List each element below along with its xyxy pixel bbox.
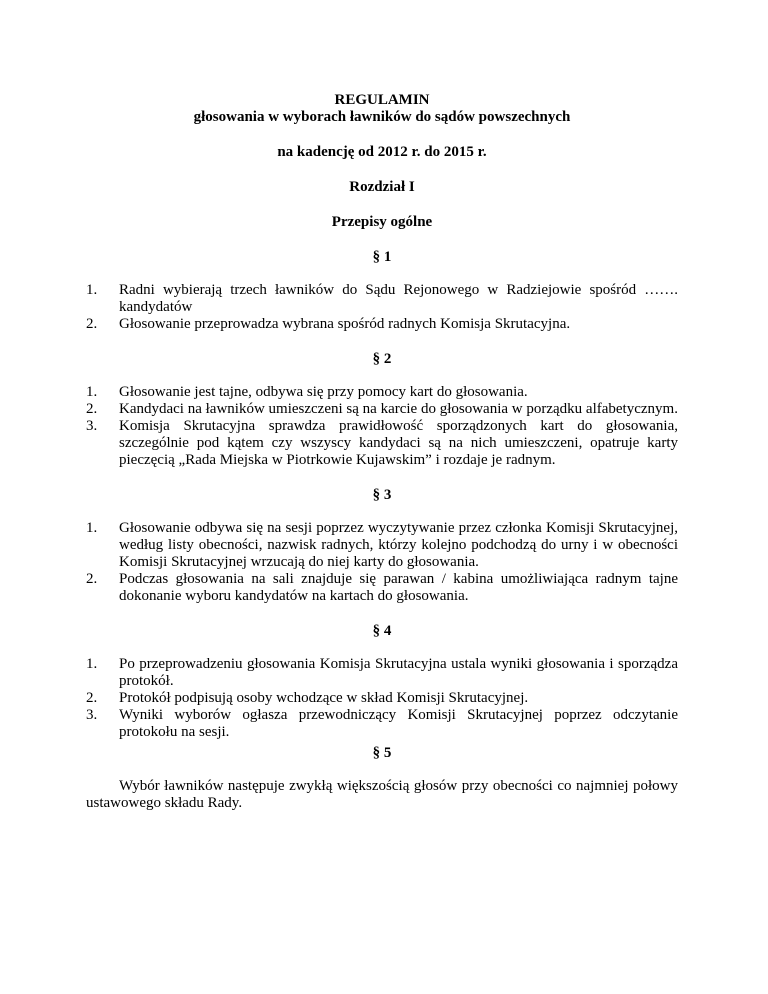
document-subtitle: głosowania w wyborach ławników do sądów powszechnych — [193, 109, 571, 125]
paragraph-4-list — [86, 656, 678, 741]
item-number: 1. — [86, 520, 98, 536]
item-text: Komisja Skrutacyjna sprawdza prawidłowość sporządzonych kart do głosowania, szczególnie pod kątem czy wszyscy kandydaci są na nich umieszczeni, opatruje karty pieczęcią „Rada Miejska w Piotrkowie Kujawskim” i rozdaje je radnym. — [119, 418, 678, 468]
paragraph-3-list — [86, 520, 678, 605]
item-text: Głosowanie odbywa się na sesji poprzez wyczytywanie przez członka Komisji Skrutacyjnej, według listy obecności, nazwisk radnych, którzy kolejno podchodzą do urny i w obecności Komisji Skrutacyjnej wrzucają do niej karty do głosowania. — [119, 520, 678, 570]
list-item — [86, 401, 678, 418]
item-text: Głosowanie jest tajne, odbywa się przy pomocy kart do głosowania. — [119, 384, 528, 400]
list-item — [86, 656, 678, 690]
item-text: Podczas głosowania na sali znajduje się parawan / kabina umożliwiająca radnym tajne dokonanie wyboru kandydatów na kartach do głosowania. — [119, 571, 678, 604]
item-number: 2. — [86, 401, 98, 417]
term-line: na kadencję od 2012 r. do 2015 r. — [277, 144, 487, 160]
paragraph-1-list — [86, 282, 678, 333]
item-number: 1. — [86, 384, 98, 400]
chapter-heading: Rozdział I — [349, 179, 415, 195]
item-number: 1. — [86, 282, 98, 298]
paragraph-2-list — [86, 384, 678, 469]
paragraph-mark-1: § 1 — [372, 249, 392, 265]
document-title: REGULAMIN — [334, 92, 430, 108]
list-item — [86, 571, 678, 605]
item-text: Po przeprowadzeniu głosowania Komisja Skrutacyjna ustala wyniki głosowania i sporządza protokół. — [119, 656, 678, 689]
document-page — [86, 92, 678, 812]
list-item — [86, 520, 678, 571]
paragraph-mark-2: § 2 — [372, 351, 392, 367]
item-number: 3. — [86, 418, 98, 434]
item-text: Głosowanie przeprowadza wybrana spośród radnych Komisja Skrutacyjna. — [119, 316, 571, 332]
list-item — [86, 707, 678, 741]
list-item — [86, 384, 678, 401]
list-item — [86, 316, 678, 333]
item-number: 1. — [86, 656, 98, 672]
item-text: Wyniki wyborów ogłasza przewodniczący Komisji Skrutacyjnej poprzez odczytanie protokołu na sesji. — [119, 707, 678, 740]
paragraph-5-text: Wybór ławników następuje zwykłą większością głosów przy obecności co najmniej połowy ustawowego składu Rady. — [86, 778, 678, 811]
paragraph-mark-5: § 5 — [372, 745, 392, 761]
list-item — [86, 282, 678, 316]
list-item — [86, 418, 678, 469]
section-name-heading: Przepisy ogólne — [331, 214, 433, 230]
item-text: Radni wybierają trzech ławników do Sądu Rejonowego w Radziejowie spośród ……. kandydatów — [119, 282, 678, 315]
list-item — [86, 690, 678, 707]
paragraph-mark-4: § 4 — [372, 623, 392, 639]
paragraph-mark-3: § 3 — [372, 487, 392, 503]
item-number: 3. — [86, 707, 98, 723]
item-number: 2. — [86, 316, 98, 332]
item-number: 2. — [86, 690, 98, 706]
item-text: Kandydaci na ławników umieszczeni są na karcie do głosowania w porządku alfabetycznym. — [119, 401, 678, 417]
item-number: 2. — [86, 571, 98, 587]
item-text: Protokół podpisują osoby wchodzące w skład Komisji Skrutacyjnej. — [119, 690, 529, 706]
